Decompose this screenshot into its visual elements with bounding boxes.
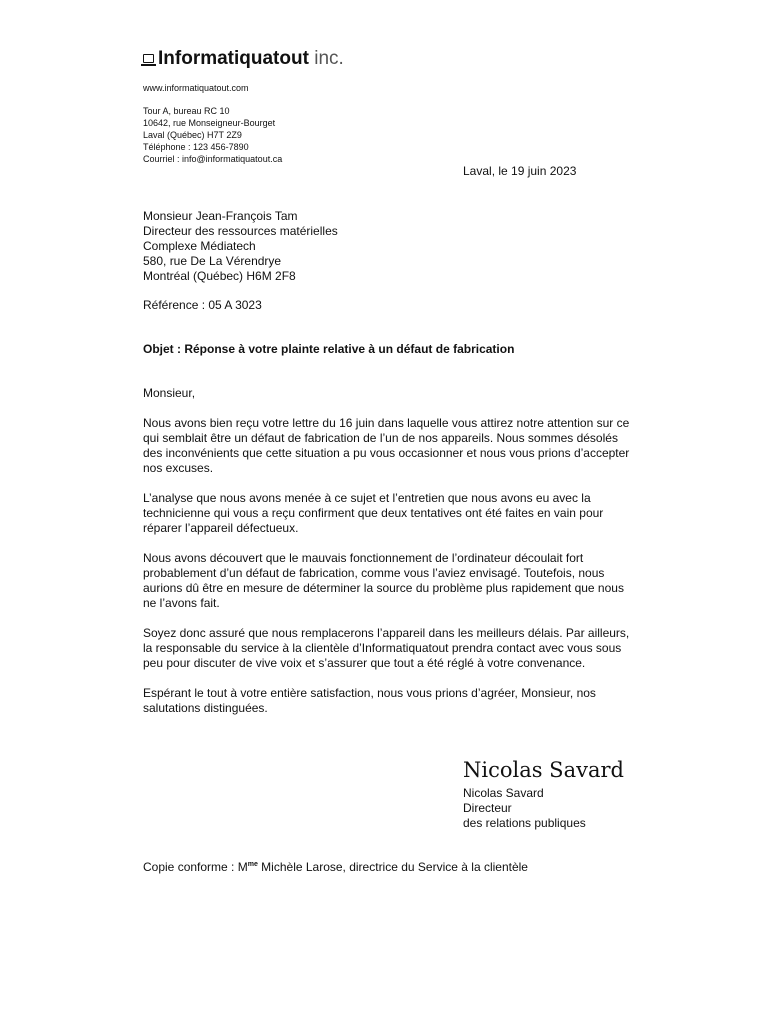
signature-block xyxy=(463,786,586,831)
signer-name: Nicolas Savard xyxy=(463,786,544,800)
company-address xyxy=(143,105,282,165)
body-paragraph: Nous avons bien reçu votre lettre du 16 juin dans laquelle vous attirez notre attention sur ce qui semblait être un défaut de fabrication de l’un de nos appareils. Nous sommes désolés des inconvénients que cette situation a pu vous occasionner et nous vous prions d’accepter nos excuses. xyxy=(143,416,630,475)
cc-title-sup: me xyxy=(247,861,258,868)
body-paragraph: L’analyse que nous avons menée à ce sujet et l’entretien que nous avons eu avec la technicienne qui vous a reçu confirment que deux tentatives ont été faites en vain pour réparer l’appareil défectueux. xyxy=(143,491,604,535)
recipient-line: Complexe Médiatech xyxy=(143,239,256,253)
phone-line: Téléphone : 123 456-7890 xyxy=(143,142,249,152)
closing-paragraph: Espérant le tout à votre entière satisfaction, nous vous prions d’agréer, Monsieur, nos salutations distinguées. xyxy=(143,686,596,715)
letter-body xyxy=(143,386,633,731)
salutation: Monsieur, xyxy=(143,386,196,400)
subject-line: Objet : Réponse à votre plainte relative à un défaut de fabrication xyxy=(143,342,515,356)
company-logo xyxy=(143,48,344,70)
body-paragraph: Nous avons découvert que le mauvais fonctionnement de l’ordinateur découlait fort probablement d’un défaut de fabrication, comme vous l’aviez envisagé. Toutefois, nous aurions dû être en mesure de déterminer la source du problème plus rapidement que nous ne l’avons fait. xyxy=(143,551,624,610)
handwritten-signature: Nicolas Savard xyxy=(463,758,624,782)
letter-date: Laval, le 19 juin 2023 xyxy=(463,164,577,178)
company-website[interactable]: www.informatiquatout.com xyxy=(143,83,249,93)
computer-icon xyxy=(143,54,154,63)
recipient-line: Montréal (Québec) H6M 2F8 xyxy=(143,269,296,283)
signer-title: Directeur xyxy=(463,801,512,815)
email-line: Courriel : info@informatiquatout.ca xyxy=(143,154,283,164)
body-paragraph: Soyez donc assuré que nous remplacerons l’appareil dans les meilleurs délais. Par ailleurs, la responsable du service à la clientèle d’Informatiquatout prendra contact avec vous sous peu pour discuter de vive voix et s’assurer que tout a été réglé à votre convenance. xyxy=(143,626,630,670)
recipient-line: 580, rue De La Vérendrye xyxy=(143,254,282,268)
recipient-line: Directeur des ressources matérielles xyxy=(143,224,338,238)
address-line: Tour A, bureau RC 10 xyxy=(143,106,230,116)
company-suffix: inc. xyxy=(314,48,344,69)
reference: Référence : 05 A 3023 xyxy=(143,298,262,312)
address-line: Laval (Québec) H7T 2Z9 xyxy=(143,130,242,140)
cc-prefix: Copie conforme : M xyxy=(143,860,248,874)
recipient-block xyxy=(143,209,338,284)
signer-department: des relations publiques xyxy=(463,816,586,830)
company-name: Informatiquatout xyxy=(158,48,309,69)
cc-rest: Michèle Larose, directrice du Service à la clientèle xyxy=(257,860,528,874)
recipient-line: Monsieur Jean-François Tam xyxy=(143,209,298,223)
copy-notice xyxy=(143,860,528,874)
address-line: 10642, rue Monseigneur-Bourget xyxy=(143,118,276,128)
